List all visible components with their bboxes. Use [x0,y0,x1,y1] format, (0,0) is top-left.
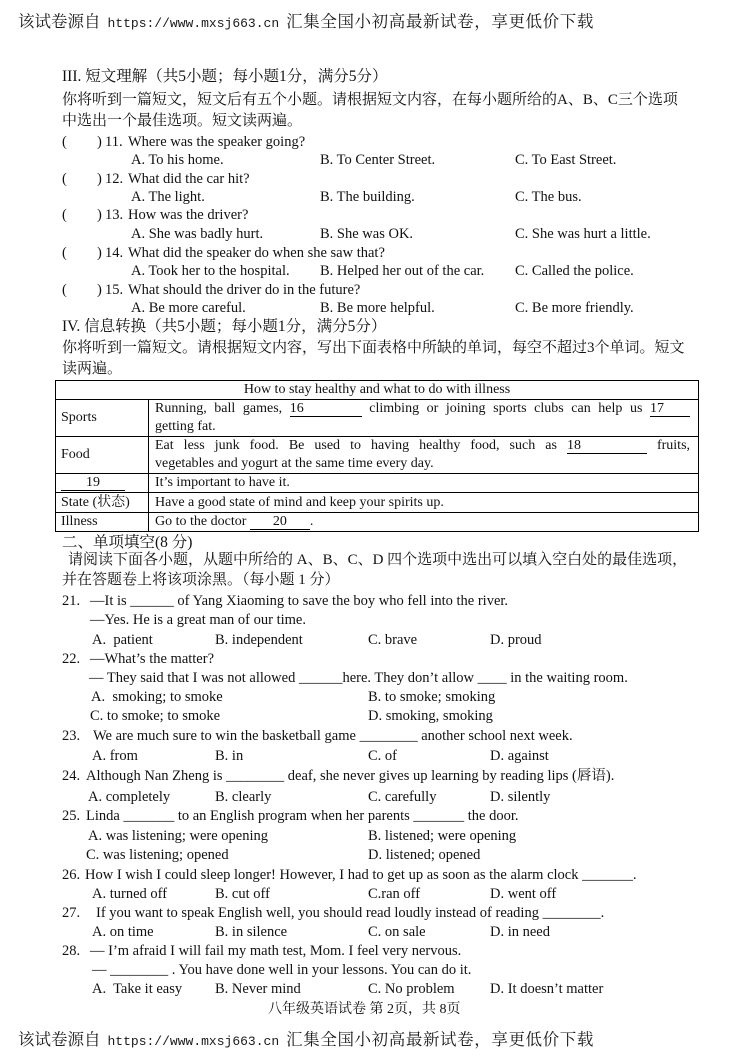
question-28-options [0,980,752,998]
question-number: 13. [105,207,124,223]
page-footer: 八年级英语试卷 第 2页，共 8页 [268,1002,461,1017]
question-23-options [0,747,752,765]
question-number: 11. [105,134,123,150]
option-c: C. She was hurt a little. [515,226,651,242]
table-row-state [56,493,699,513]
option-c: C. of [368,748,397,764]
option-a: A. completely [88,789,171,805]
option-d: D. against [490,748,549,764]
table-row-19 [56,474,699,493]
question-text: What should the driver do in the future? [128,282,361,298]
question-text: Linda _______ to an English program when her parents _______ the door. [86,808,519,824]
question-13-options [0,225,752,243]
question-text: How I wish I could sleep longer! However, I had to get up as soon as the alarm clock _______. [85,867,637,883]
question-text: —Yes. He is a great man of our time. [90,612,306,628]
option-c: C. Called the police. [515,263,634,279]
question-14 [0,244,752,262]
question-25 [0,807,752,825]
option-d: D. It doesn’t matter [490,981,604,997]
option-c: C. carefully [368,789,437,805]
option-b: B. to smoke; smoking [368,689,496,705]
row-text: Eat less junk food. Be used to having healthy food, such as [155,438,567,453]
watermark-suffix: 汇集全国小初高最新试卷，享更低价下载 [286,12,594,31]
section-4-instruction-line: 你将听到一篇短文。请根据短文内容，写出下面表格中所缺的单词，每空不超过3个单词。短文 [62,340,685,356]
question-number: 23. [62,728,81,744]
question-26-options [0,885,752,903]
question-number: 12. [105,171,124,187]
answer-bracket-close: ) [97,134,102,150]
blank-18: 18 [567,438,647,454]
option-d: D. smoking, smoking [368,708,493,724]
question-11 [0,133,752,151]
option-b: B. cut off [215,886,270,902]
watermark-top [18,12,594,32]
row-text: climbing or joining sports clubs can help us [361,401,650,416]
option-d: D. proud [490,632,542,648]
row-content [149,400,699,437]
option-b: B. The building. [320,189,415,205]
option-c: C. No problem [368,981,455,997]
question-text: We are much sure to win the basketball game ________ another school next week. [93,728,573,744]
section-4-instruction-line: 读两遍。 [62,361,123,377]
answer-bracket-close: ) [97,207,102,223]
section-3-title: III. 短文理解（共5小题；每小题1分，满分5分） [62,68,388,85]
row-label: Food [56,437,149,474]
answer-bracket-open: ( [62,134,67,150]
option-c: C. was listening; opened [86,847,229,863]
question-21-options [0,631,752,649]
option-a: A. Took her to the hospital. [131,263,290,279]
option-c: C. Be more friendly. [515,300,634,316]
option-b: B. in [215,748,244,764]
row-label: Sports [56,400,149,437]
option-d: D. went off [490,886,557,902]
question-text: How was the driver? [128,207,249,223]
question-22-options-ab [0,688,752,706]
option-b: B. clearly [215,789,272,805]
question-number: 28. [62,943,81,959]
blank-19: 19 [61,475,125,491]
option-b: B. She was OK. [320,226,414,242]
question-27 [0,904,752,922]
question-23 [0,727,752,745]
section-4-title: IV. 信息转换（共5小题；每小题1分，满分5分） [62,318,387,335]
option-a: A. Be more careful. [131,300,246,316]
table-row-food [56,437,699,474]
question-22-line-2 [0,669,752,687]
blank-16: 16 [290,401,362,417]
row-text: Go to the doctor [155,514,250,529]
question-number: 14. [105,245,124,261]
question-26 [0,866,752,884]
question-text: — They said that I was not allowed ______here. They don’t allow ____ in the waiting room. [89,670,628,686]
watermark-suffix: 汇集全国小初高最新试卷，享更低价下载 [286,1030,594,1049]
question-number: 22. [62,651,81,667]
section-3-instruction-line: 中选出一个最佳选项。短文读两遍。 [62,113,303,129]
question-24-options [0,788,752,806]
question-25-options-ab [0,827,752,845]
question-15 [0,281,752,299]
section-2-instruction-line: 并在答题卷上将该项涂黑。（每小题 1 分） [62,572,340,588]
row-content [149,513,699,532]
option-d: D. silently [490,789,551,805]
option-b: B. in silence [215,924,288,940]
question-text: Although Nan Zheng is ________ deaf, she never gives up learning by reading lips (唇语). [86,768,615,784]
section-2-instruction-line: 请阅读下面各小题，从题中所给的 A、B、C、D 四个选项中选出可以填入空白处的最佳选项， [68,552,688,568]
question-15-options [0,299,752,317]
option-b: B. independent [215,632,303,648]
question-14-options [0,262,752,280]
question-11-options [0,151,752,169]
row-text: . [309,514,314,529]
question-number: 27. [62,905,81,921]
question-28 [0,942,752,960]
option-a: A. turned off [92,886,168,902]
option-b: B. listened; were opening [368,828,517,844]
row-content [149,437,699,474]
option-c: C. to smoke; to smoke [90,708,221,724]
option-a: A. smoking; to smoke [91,689,223,705]
option-a: A. from [92,748,138,764]
option-a: A. patient [92,632,153,648]
row-text: Running, ball games, [155,401,290,416]
option-d: D. in need [490,924,550,940]
question-text: What did the car hit? [128,171,250,187]
row-text: Have a good state of mind and keep your spirits up. [155,494,444,510]
watermark-bottom [18,1030,594,1050]
answer-bracket-close: ) [97,282,102,298]
question-text: Where was the speaker going? [128,134,306,150]
question-24 [0,767,752,785]
option-a: A. was listening; were opening [88,828,269,844]
question-13 [0,206,752,224]
answer-bracket-open: ( [62,171,67,187]
section-3-instruction-line: 你将听到一篇短文，短文后有五个小题。请根据短文内容，在每小题所给的A、B、C三个选项 [62,92,678,108]
question-text: — ________ . You have done well in your lessons. You can do it. [92,962,472,978]
option-a: A. She was badly hurt. [131,226,264,242]
option-b: B. Be more helpful. [320,300,435,316]
option-a: A. The light. [131,189,205,205]
question-number: 15. [105,282,124,298]
answer-bracket-open: ( [62,282,67,298]
answer-bracket-close: ) [97,171,102,187]
option-c: C. To East Street. [515,152,617,168]
row-text: getting fat. [155,419,216,434]
question-12-options [0,188,752,206]
watermark-url: https://www.mxsj663.cn [107,1034,280,1049]
table-caption: How to stay healthy and what to do with illness [56,381,699,400]
option-b: B. To Center Street. [320,152,436,168]
question-text: If you want to speak English well, you should read loudly instead of reading ________. [96,905,605,921]
question-number: 24. [62,768,81,784]
question-text: —What’s the matter? [90,651,215,667]
watermark-prefix: 该试卷源自 [18,1030,101,1049]
option-c: C.ran off [368,886,421,902]
watermark-prefix: 该试卷源自 [18,12,101,31]
row-text: It’s important to have it. [155,475,290,490]
question-21-line-2 [0,611,752,629]
row-text: fruits, [646,438,691,453]
question-28-line-2 [0,961,752,979]
question-22-options-cd [0,707,752,725]
question-number: 21. [62,593,81,609]
row-text: vegetables and yogurt at the same time every day. [155,456,434,471]
section-2-title: 二、单项填空(8 分) [62,534,193,551]
table-row-illness [56,513,699,532]
option-a: A. on time [92,924,154,940]
watermark-url: https://www.mxsj663.cn [107,16,280,31]
option-a: A. To his home. [131,152,224,168]
option-c: C. brave [368,632,418,648]
blank-20: 20 [250,514,310,530]
question-text: — I’m afraid I will fail my math test, Mom. I feel very nervous. [90,943,462,959]
question-25-options-cd [0,846,752,864]
question-text: —It is ______ of Yang Xiaoming to save the boy who fell into the river. [90,593,509,609]
question-number: 26. [62,867,81,883]
row-content [149,474,699,493]
blank-17: 17 [650,401,690,417]
answer-bracket-open: ( [62,207,67,223]
option-d: D. listened; opened [368,847,481,863]
row-label: Illness [56,513,149,532]
answer-bracket-open: ( [62,245,67,261]
question-number: 25. [62,808,81,824]
question-22 [0,650,752,668]
question-text: What did the speaker do when she saw that? [128,245,385,261]
question-21 [0,592,752,610]
row-label: State (状态) [56,493,149,513]
answer-bracket-close: ) [97,245,102,261]
table-row-sports [56,400,699,437]
table-caption-row [56,381,699,400]
option-b: B. Helped her out of the car. [320,263,485,279]
row-label [56,474,149,493]
option-b: B. Never mind [215,981,301,997]
option-c: C. on sale [368,924,426,940]
option-c: C. The bus. [515,189,582,205]
info-table [55,380,699,532]
question-27-options [0,923,752,941]
option-a: A. Take it easy [92,981,183,997]
row-content [149,493,699,513]
question-12 [0,170,752,188]
